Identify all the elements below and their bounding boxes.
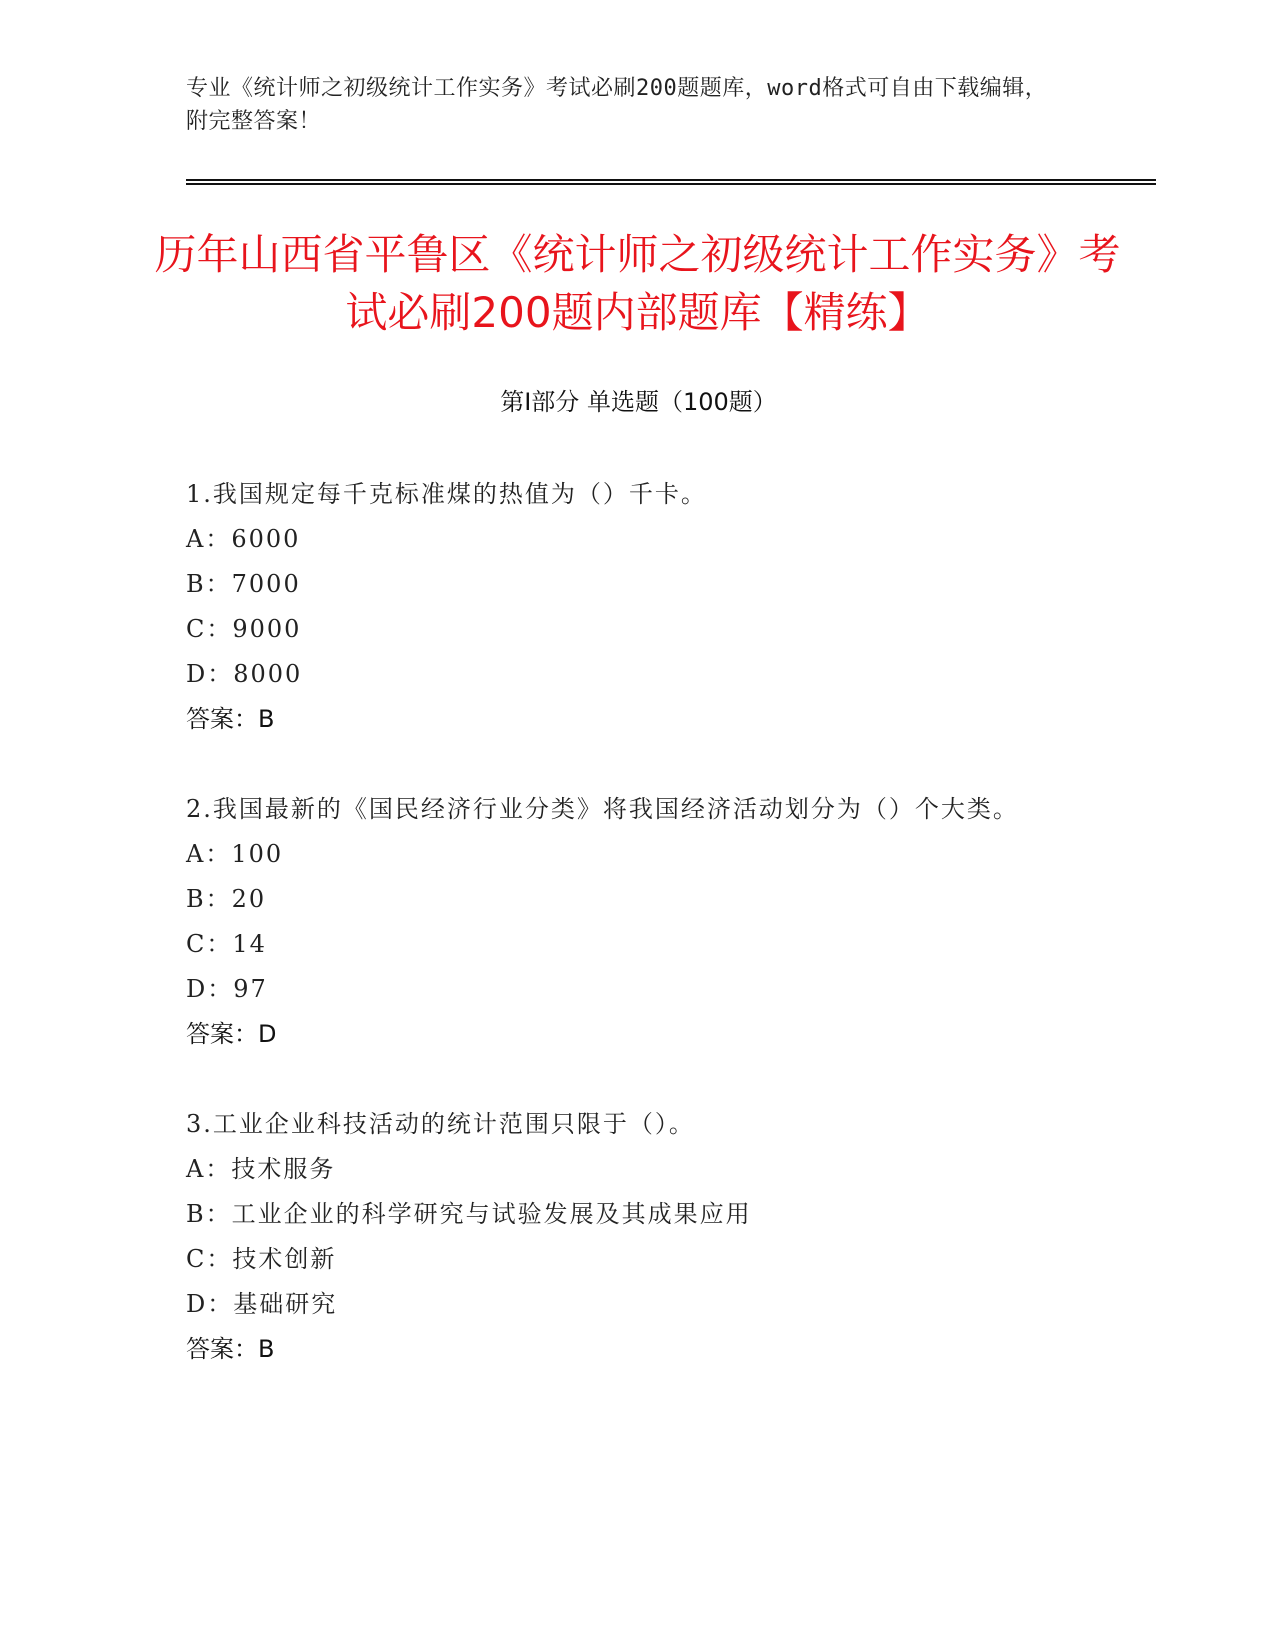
question-stem: 2.我国最新的《国民经济行业分类》将我国经济活动划分为（）个大类。: [186, 795, 1019, 823]
option-d: D：8000: [186, 660, 303, 688]
option-d: D：97: [186, 975, 268, 1003]
option-c: C：9000: [186, 615, 302, 643]
section-title: 第Ⅰ部分 单选题（100题）: [500, 388, 777, 416]
question-item: [186, 472, 1066, 742]
header-note: 专业《统计师之初级统计工作实务》考试必刷200题题库，word格式可自由下载编辑，附完整答案！: [186, 76, 1048, 134]
option-d: D：基础研究: [186, 1290, 338, 1318]
option-b: B：7000: [186, 570, 301, 598]
question-stem: 1.我国规定每千克标准煤的热值为（）千卡。: [186, 480, 707, 508]
option-b: B：工业企业的科学研究与试验发展及其成果应用: [186, 1200, 752, 1228]
answer-text: 答案：B: [186, 705, 275, 733]
option-c: C：14: [186, 930, 267, 958]
option-a: A：6000: [186, 525, 301, 553]
option-a: A：技术服务: [186, 1155, 336, 1183]
question-item: [186, 787, 1066, 1057]
option-a: A：100: [186, 840, 284, 868]
question-item: [186, 1102, 1066, 1372]
header-divider-top: [186, 179, 1156, 181]
answer-text: 答案：B: [186, 1335, 275, 1363]
option-b: B：20: [186, 885, 267, 913]
answer-text: 答案：D: [186, 1020, 277, 1048]
option-c: C：技术创新: [186, 1245, 337, 1273]
document-title: 历年山西省平鲁区《统计师之初级统计工作实务》考试必刷200题内部题库【精练】: [154, 230, 1121, 337]
header-divider-bottom: [186, 183, 1156, 185]
question-stem: 3.工业企业科技活动的统计范围只限于（）。: [186, 1110, 695, 1138]
question-list: [186, 472, 1066, 1417]
